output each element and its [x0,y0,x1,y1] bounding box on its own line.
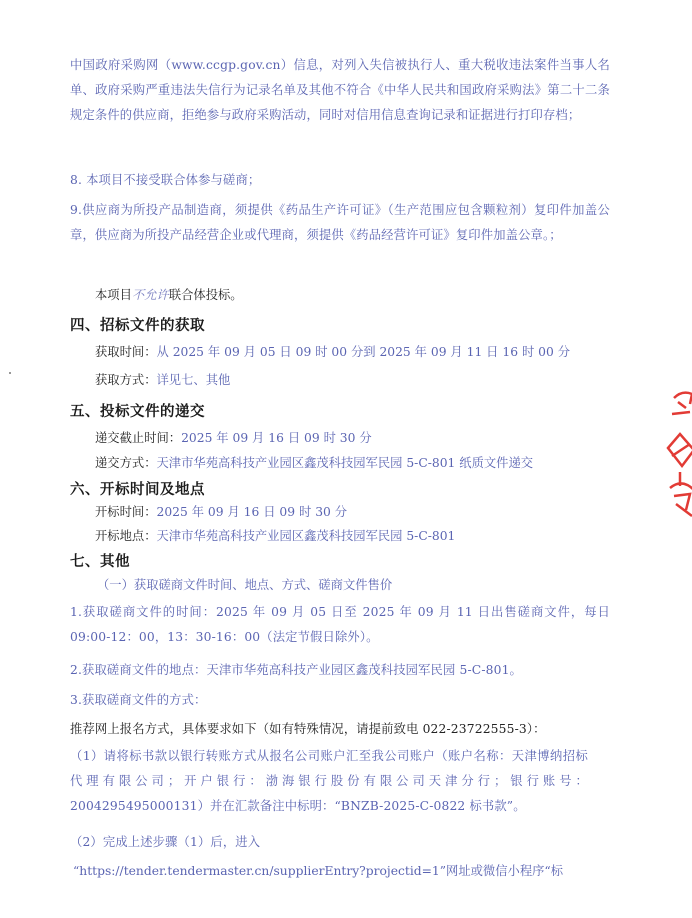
section-5-deadline [95,429,372,447]
section-5-deadline-value: 2025 年 09 月 16 日 09 时 30 分 [181,431,372,445]
item-8: 8. 本项目不接受联合体参与磋商； [70,173,261,187]
section-6-heading: 六、开标时间及地点 [70,482,205,498]
section-7-p6: （2）完成上述步骤（1）后，进入 [70,835,261,849]
section-7-p4: 推荐网上报名方式，具体要求如下（如有特殊情况，请提前致电 022-23722555-3）： [70,722,546,736]
section-4-method-value: 详见七、其他 [156,373,231,387]
red-seal-stamp [660,378,692,528]
section-5-heading: 五、投标文件的递交 [70,404,205,420]
consortium-note-prefix: 本项目 [95,288,132,302]
section-5-deadline-label: 递交截止时间： [95,431,182,445]
section-7-heading: 七、其他 [70,554,130,570]
section-6-place-label: 开标地点： [95,529,157,543]
section-7-p2: 2.获取磋商文件的地点：天津市华苑高科技产业园区鑫茂科技园军民园 5-C-801。 [70,663,523,677]
section-5-method [95,454,533,472]
section-4-time-label: 获取时间： [95,345,157,359]
section-7-p7: “https://tender.tendermaster.cn/supplierEntry?projectid=1”网址或微信小程序“标 [73,864,563,878]
section-4-time-value: 从 2025 年 09 月 05 日 09 时 00 分到 2025 年 09 月 11 日 16 时 00 分 [156,345,571,359]
scan-speck [9,372,11,374]
section-4-time [95,343,570,361]
item-9: 9.供应商为所投产品制造商，须提供《药品生产许可证》（生产范围应包含颗粒剂）复印件加盖公章，供应商为所投产品经营企业或代理商，须提供《药品经营许可证》复印件加盖公章。； [70,203,610,242]
section-6-time-value: 2025 年 09 月 16 日 09 时 30 分 [156,505,348,519]
section-4-method [95,371,230,389]
section-7-sub-1: （一）获取磋商文件时间、地点、方式、磋商文件售价 [97,578,393,592]
section-7-p5: （1）请将标书款以银行转账方式从报名公司账户汇至我公司账户（账户名称：天津博纳招标代理有限公司；开户银行：渤海银行股份有限公司天津分行；银行账号：2004295495000131）并在汇款备注中标明：“BNZB-2025-C-0822 标书款”。 [70,749,588,813]
section-4-method-label: 获取方式： [95,373,157,387]
section-6-place [95,527,455,545]
section-5-method-value: 天津市华苑高科技产业园区鑫茂科技园军民园 5-C-801 纸质文件递交 [156,456,534,470]
section-5-method-label: 递交方式： [95,456,157,470]
section-7-p3: 3.获取磋商文件的方式： [70,693,207,707]
section-6-place-value: 天津市华苑高科技产业园区鑫茂科技园军民园 5-C-801 [156,529,456,543]
consortium-note [95,286,243,304]
section-6-time-label: 开标时间： [95,505,157,519]
section-6-time [95,503,347,521]
consortium-note-suffix: 联合体投标。 [168,288,243,302]
section-4-heading: 四、招标文件的获取 [70,318,205,334]
intro-paragraph: 中国政府采购网（www.ccgp.gov.cn）信息，对列入失信被执行人、重大税收违法案件当事人名单、政府采购严重违法失信行为记录名单及其他不符合《中华人民共和国政府采购法》第二十二条规定条件的供应商，拒绝参与政府采购活动，同时对信用信息查询记录和证据进行打印存档； [70,58,610,122]
consortium-note-italic: 不允许 [131,288,169,302]
section-7-p1: 1.获取磋商文件的时间：2025 年 09 月 05 日至 2025 年 09 月 11 日出售磋商文件，每日 09:00-12：00，13：30-16：00（法定节假日除外）。 [70,605,610,644]
